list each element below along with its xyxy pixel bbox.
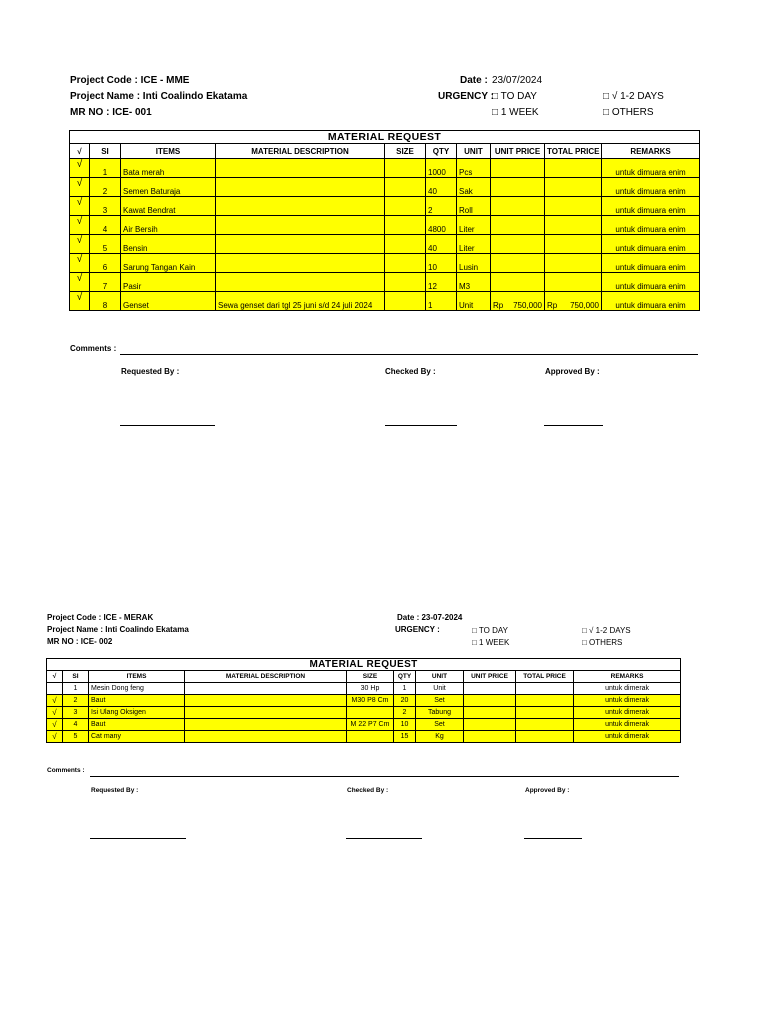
row-size <box>385 292 426 311</box>
row-item: Bata merah <box>121 159 216 178</box>
row-check-mark: √ <box>70 216 90 235</box>
project-code: Project Code : ICE - MERAK <box>47 613 154 622</box>
row-remarks: untuk dimuara enim <box>602 216 700 235</box>
urgency-option-1-week: □ 1 WEEK <box>492 107 539 118</box>
row-qty: 10 <box>394 719 416 731</box>
row-si: 1 <box>90 159 121 178</box>
table-header <box>70 144 700 159</box>
row-description <box>216 216 385 235</box>
row-remarks: untuk dimerak <box>574 731 681 743</box>
row-si: 5 <box>90 235 121 254</box>
row-description <box>216 273 385 292</box>
row-check-mark: √ <box>70 235 90 254</box>
table-row <box>70 254 700 273</box>
row-unit: Liter <box>457 235 491 254</box>
approved-by-signature-line <box>544 425 603 426</box>
row-item: Pasir <box>121 273 216 292</box>
row-item: Semen Baturaja <box>121 178 216 197</box>
row-check-mark: √ <box>70 178 90 197</box>
row-size: M30 P8 Cm <box>347 695 394 707</box>
header-unit-price: UNIT PRICE <box>491 144 545 159</box>
row-unit-price <box>491 235 545 254</box>
row-size <box>385 197 426 216</box>
header-size: SIZE <box>385 144 426 159</box>
row-si: 2 <box>90 178 121 197</box>
row-remarks: untuk dimerak <box>574 683 681 695</box>
date-value: 23/07/2024 <box>492 75 543 86</box>
urgency-option-1-week: □ 1 WEEK <box>472 638 510 647</box>
row-size: M 22 P7 Cm <box>347 719 394 731</box>
urgency-option-1-2-days: □ √ 1-2 DAYS <box>603 91 664 102</box>
row-description <box>185 719 347 731</box>
row-si: 8 <box>90 292 121 311</box>
row-unit-price <box>491 197 545 216</box>
approved-by-signature-line <box>524 838 582 839</box>
row-size: 30 Hp <box>347 683 394 695</box>
date-label: Date : <box>460 75 488 86</box>
row-item: Genset <box>121 292 216 311</box>
comments-label: Comments : <box>70 344 117 353</box>
table-row <box>70 178 700 197</box>
row-check-mark: √ <box>70 292 90 311</box>
row-size <box>385 159 426 178</box>
header-items: ITEMS <box>89 671 185 683</box>
row-qty: 1000 <box>426 159 457 178</box>
urgency-label: URGENCY : <box>395 625 440 634</box>
row-si: 4 <box>63 719 89 731</box>
row-qty: 4800 <box>426 216 457 235</box>
row-si: 2 <box>63 695 89 707</box>
header-remarks: REMARKS <box>602 144 700 159</box>
row-size <box>347 731 394 743</box>
row-qty: 12 <box>426 273 457 292</box>
project-name: Project Name : Inti Coalindo Ekatama <box>70 91 248 102</box>
row-item: Bensin <box>121 235 216 254</box>
row-unit: Sak <box>457 178 491 197</box>
material-request-table-2 <box>46 658 681 743</box>
row-qty: 40 <box>426 235 457 254</box>
row-unit: Tabung <box>416 707 464 719</box>
comments-line <box>90 776 679 777</box>
header-description: MATERIAL DESCRIPTION <box>216 144 385 159</box>
row-total-price <box>516 719 574 731</box>
row-remarks: untuk dimuara enim <box>602 197 700 216</box>
urgency-option-others: □ OTHERS <box>603 107 654 118</box>
row-qty: 20 <box>394 695 416 707</box>
header-size: SIZE <box>347 671 394 683</box>
table-title: MATERIAL REQUEST <box>47 659 681 671</box>
row-check-mark: √ <box>47 731 63 743</box>
row-check-mark: √ <box>70 159 90 178</box>
currency: Rp <box>493 301 504 310</box>
row-unit: Set <box>416 695 464 707</box>
row-total-price <box>516 683 574 695</box>
row-total-price <box>545 292 602 311</box>
date-label: Date : 23-07-2024 <box>397 613 463 622</box>
row-unit: Roll <box>457 197 491 216</box>
row-remarks: untuk dimuara enim <box>602 292 700 311</box>
row-unit-price <box>491 254 545 273</box>
row-remarks: untuk dimerak <box>574 707 681 719</box>
row-description <box>216 235 385 254</box>
row-check-mark: √ <box>47 695 63 707</box>
row-description <box>185 683 347 695</box>
urgency-label: URGENCY : <box>438 91 494 102</box>
row-total-price <box>516 707 574 719</box>
table-title: MATERIAL REQUEST <box>70 131 700 144</box>
checked-by-label: Checked By : <box>385 367 436 376</box>
row-qty: 10 <box>426 254 457 273</box>
row-qty: 2 <box>394 707 416 719</box>
row-remarks: untuk dimerak <box>574 719 681 731</box>
table-header <box>47 671 681 683</box>
row-remarks: untuk dimuara enim <box>602 159 700 178</box>
row-description <box>216 197 385 216</box>
row-total-price <box>545 178 602 197</box>
row-description <box>216 254 385 273</box>
mr-number: MR NO : ICE- 002 <box>47 637 113 646</box>
urgency-option-1-2-days: □ √ 1-2 DAYS <box>582 626 631 635</box>
urgency-option-today: □ TO DAY <box>492 91 537 102</box>
row-total-price <box>545 197 602 216</box>
row-check-mark: √ <box>70 254 90 273</box>
header-items: ITEMS <box>121 144 216 159</box>
row-item: Mesin Dong feng <box>89 683 185 695</box>
header-si: SI <box>90 144 121 159</box>
row-unit-price <box>464 731 516 743</box>
row-total-price <box>545 159 602 178</box>
requested-by-label: Requested By : <box>121 367 180 376</box>
row-unit: Pcs <box>457 159 491 178</box>
header-remarks: REMARKS <box>574 671 681 683</box>
header-unit-price: UNIT PRICE <box>464 671 516 683</box>
header-total-price: TOTAL PRICE <box>516 671 574 683</box>
row-item: Cat many <box>89 731 185 743</box>
table-row <box>70 235 700 254</box>
row-description: Sewa genset dari tgl 25 juni s/d 24 juli 2024 <box>216 292 385 311</box>
row-unit: Kg <box>416 731 464 743</box>
row-size <box>385 273 426 292</box>
row-remarks: untuk dimuara enim <box>602 178 700 197</box>
table-row <box>47 695 681 707</box>
row-unit-price <box>491 292 545 311</box>
table-row <box>47 683 681 695</box>
header-unit: UNIT <box>416 671 464 683</box>
row-check-mark: √ <box>70 197 90 216</box>
row-total-price <box>516 731 574 743</box>
row-item: Isi Ulang Oksigen <box>89 707 185 719</box>
row-qty: 40 <box>426 178 457 197</box>
checked-by-signature-line <box>385 425 457 426</box>
row-description <box>185 695 347 707</box>
row-si: 4 <box>90 216 121 235</box>
row-si: 3 <box>90 197 121 216</box>
material-request-table-1 <box>69 130 700 311</box>
row-qty: 1 <box>394 683 416 695</box>
row-total-price <box>516 695 574 707</box>
table-row <box>70 273 700 292</box>
checked-by-label: Checked By : <box>347 787 389 794</box>
row-description <box>185 731 347 743</box>
row-si: 7 <box>90 273 121 292</box>
row-remarks: untuk dimuara enim <box>602 273 700 292</box>
table-row <box>70 159 700 178</box>
urgency-option-others: □ OTHERS <box>582 638 623 647</box>
amount: 750,000 <box>513 301 542 310</box>
row-total-price <box>545 273 602 292</box>
header-description: MATERIAL DESCRIPTION <box>185 671 347 683</box>
row-item: Baut <box>89 719 185 731</box>
header-qty: QTY <box>394 671 416 683</box>
row-unit-price <box>491 178 545 197</box>
row-item: Kawat Bendrat <box>121 197 216 216</box>
header-check: √ <box>47 671 63 683</box>
row-item: Baut <box>89 695 185 707</box>
row-remarks: untuk dimuara enim <box>602 254 700 273</box>
table-row <box>70 197 700 216</box>
row-remarks: untuk dimerak <box>574 695 681 707</box>
approved-by-label: Approved By : <box>525 787 570 794</box>
row-size <box>347 707 394 719</box>
row-unit: Unit <box>457 292 491 311</box>
header-qty: QTY <box>426 144 457 159</box>
row-unit: M3 <box>457 273 491 292</box>
row-item: Air Bersih <box>121 216 216 235</box>
comments-label: Comments : <box>47 767 85 774</box>
approved-by-label: Approved By : <box>545 367 600 376</box>
row-item: Sarung Tangan Kain <box>121 254 216 273</box>
currency: Rp <box>547 301 558 310</box>
row-unit-price <box>491 273 545 292</box>
row-si: 3 <box>63 707 89 719</box>
row-description <box>216 178 385 197</box>
row-size <box>385 178 426 197</box>
table-row <box>47 731 681 743</box>
row-size <box>385 216 426 235</box>
row-unit-price <box>464 707 516 719</box>
table-row <box>47 707 681 719</box>
row-unit: Unit <box>416 683 464 695</box>
header-check: √ <box>70 144 90 159</box>
row-si: 6 <box>90 254 121 273</box>
header-si: SI <box>63 671 89 683</box>
row-qty: 1 <box>426 292 457 311</box>
table-row <box>70 292 700 311</box>
header-total-price: TOTAL PRICE <box>545 144 602 159</box>
row-unit: Lusin <box>457 254 491 273</box>
row-unit-price <box>464 719 516 731</box>
table-row <box>47 719 681 731</box>
requested-by-label: Requested By : <box>91 787 139 794</box>
row-description <box>216 159 385 178</box>
row-total-price <box>545 216 602 235</box>
requested-by-signature-line <box>90 838 186 839</box>
row-unit-price <box>491 159 545 178</box>
row-check-mark: √ <box>47 707 63 719</box>
row-unit-price <box>491 216 545 235</box>
row-si: 5 <box>63 731 89 743</box>
header-unit: UNIT <box>457 144 491 159</box>
row-size <box>385 235 426 254</box>
row-remarks: untuk dimuara enim <box>602 235 700 254</box>
comments-line <box>120 354 698 355</box>
row-total-price <box>545 254 602 273</box>
row-si: 1 <box>63 683 89 695</box>
row-qty: 15 <box>394 731 416 743</box>
row-unit-price <box>464 695 516 707</box>
mr-number: MR NO : ICE- 001 <box>70 107 152 118</box>
row-check-mark: √ <box>70 273 90 292</box>
row-check-mark <box>47 683 63 695</box>
row-description <box>185 707 347 719</box>
checked-by-signature-line <box>346 838 422 839</box>
row-check-mark: √ <box>47 719 63 731</box>
urgency-option-today: □ TO DAY <box>472 626 508 635</box>
row-size <box>385 254 426 273</box>
row-total-price <box>545 235 602 254</box>
requested-by-signature-line <box>120 425 215 426</box>
row-qty: 2 <box>426 197 457 216</box>
project-name: Project Name : Inti Coalindo Ekatama <box>47 625 189 634</box>
row-unit-price <box>464 683 516 695</box>
project-code: Project Code : ICE - MME <box>70 75 190 86</box>
amount: 750,000 <box>570 301 599 310</box>
row-unit: Liter <box>457 216 491 235</box>
table-row <box>70 216 700 235</box>
row-unit: Set <box>416 719 464 731</box>
